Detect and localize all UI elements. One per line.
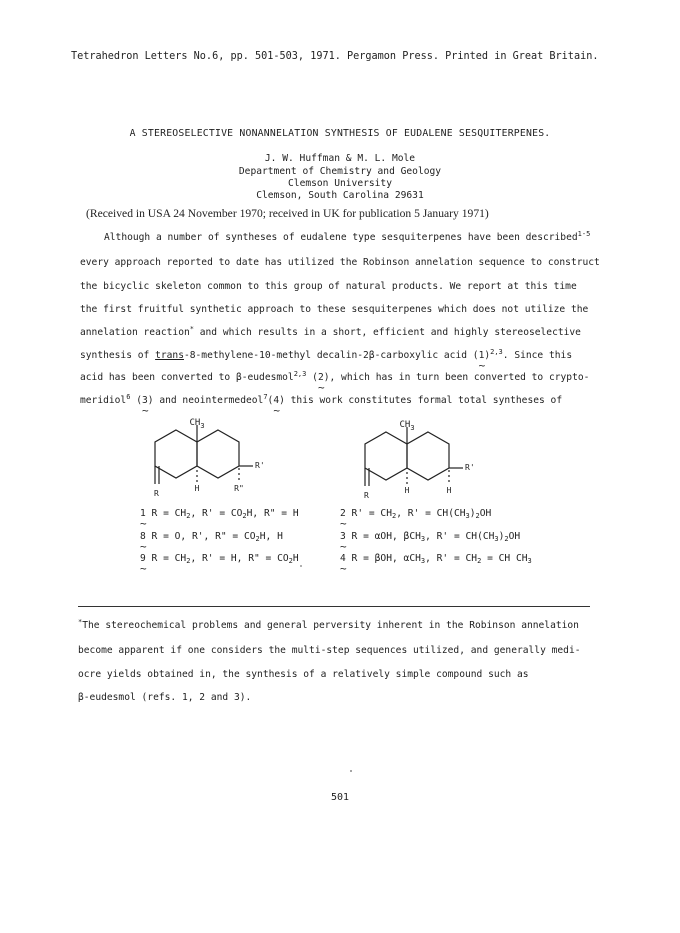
footnote-line-4: β-eudesmol (refs. 1, 2 and 3). — [78, 692, 252, 703]
left-rprime-label: R' — [255, 461, 265, 470]
compound-ref-2: 2 ~ — [318, 372, 324, 383]
footnote-line-1: *The stereochemical problems and general perversity inherent in the Robinson annelation — [78, 618, 579, 631]
compound-2-definition: 2 ~ $R' = CH_2$, $R' = CH(CH_3)_2OH$ — [340, 508, 491, 519]
footnote-line-2: become apparent if one considers the multi-step sequences utilized, and generally medi- — [78, 645, 581, 656]
received-dates: (Received in USA 24 November 1970; received in UK for publication 5 January 1971) — [86, 207, 489, 220]
compound-1-definition: 1 ~ $R = CH_2$, $R' = CO_2H$, R" = H — [140, 508, 299, 519]
scan-speck — [300, 565, 302, 567]
footnote-line-3: ocre yields obtained in, the synthesis of a relatively simple compound such as — [78, 669, 529, 680]
compound-3-definition: 3 ~ R = αOH, βCH$_3$, $R' = CH(CH_3)_2OH$ — [340, 531, 520, 542]
right-rprime-label: R' — [465, 463, 475, 472]
page-number: 501 — [330, 792, 350, 803]
paper-title: A STEREOSELECTIVE NONANNELATION SYNTHESIS OF EUDALENE SESQUITERPENES. — [129, 128, 551, 139]
compound-8-definition: 8 ~ R = O, R', R" = $CO_2H$, H — [140, 531, 283, 542]
compound-ref-4: 4 ~ — [273, 395, 279, 406]
body-line-6: synthesis of trans-8-methylene-10-methyl decalin-2β-carboxylic acid (1 ~)$^{2,3}$. Since this — [80, 350, 572, 361]
affiliation-university: Clemson University — [288, 178, 392, 189]
body-line-8: meridiol$^6$ (3 ~) and neointermedeol$^7$(4 ~) this work constitutes formal total syntheses of — [80, 395, 562, 406]
compound-4-definition: 4 ~ R = βOH, αCH$_3$, $R' = CH_2$ = CH $CH_3$ — [340, 553, 532, 564]
left-rdouble-label: R" — [234, 484, 244, 493]
journal-header: Tetrahedron Letters No.6, pp. 501-503, 1971. Pergamon Press. Printed in Great Britain. — [71, 51, 599, 62]
footnote-marker: * — [189, 325, 194, 333]
footnote-mark: * — [78, 618, 83, 626]
affiliation-department: Department of Chemistry and Geology — [238, 166, 442, 177]
body-line-3: the bicyclic skeleton common to this group of natural products. We report at this time — [80, 281, 577, 292]
body-line-7: acid has been converted to β-eudesmol$^{2,3}$ (2 ~), which has in turn been converted to crypto- — [80, 372, 589, 383]
compound-ref-3: 3 ~ — [142, 395, 148, 406]
body-line-4: the first fruitful synthetic approach to these sesquiterpenes which does not utilize the — [80, 304, 589, 315]
affiliation-location: Clemson, South Carolina 29631 — [256, 190, 424, 201]
body-line-5: annelation reaction* and which results in a short, efficient and highly stereoselective — [80, 325, 581, 338]
body-line-1: Although a number of syntheses of eudalene type sesquiterpenes have been described$^{1-5}$ — [104, 230, 591, 243]
structure-left — [140, 416, 310, 501]
right-r-label: R — [364, 491, 369, 500]
structure-right — [350, 418, 520, 503]
scan-speck — [350, 770, 352, 772]
compound-9-definition: 9 ~ $R = CH_2$, R' = H, R" = $CO_2H$ — [140, 553, 299, 564]
left-ch3-label: $CH_3$ — [189, 418, 205, 430]
left-r-label: R — [154, 489, 159, 498]
right-h-label-2: H — [446, 486, 452, 495]
compound-ref-1: 1 ~ — [479, 350, 485, 361]
right-ch3-label: $CH_3$ — [399, 420, 415, 432]
authors: J. W. Huffman & M. L. Mole — [264, 153, 416, 164]
left-h-label: H — [194, 484, 200, 493]
body-line-2: every approach reported to date has utilized the Robinson annelation sequence to construct — [80, 257, 600, 268]
footnote-divider — [78, 606, 590, 607]
right-h-label-1: H — [404, 486, 410, 495]
